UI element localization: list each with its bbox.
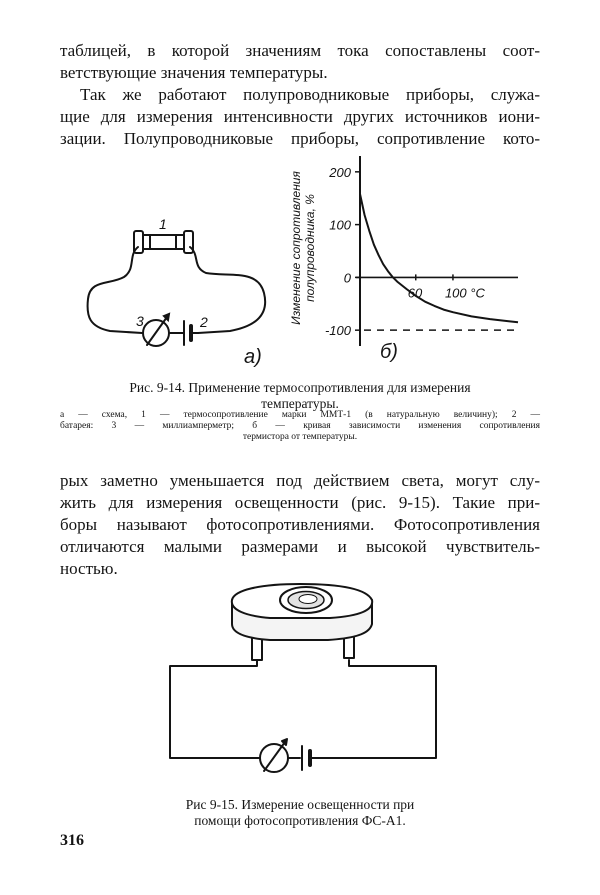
x-tick-label: 100 °С [444, 285, 485, 301]
circuit-wire-left [170, 660, 260, 758]
caption-line: температуры. [261, 396, 339, 411]
figure-9-15-caption [60, 797, 540, 829]
text-line: рых заметно уменьшается под действием света, могут слу- [60, 471, 540, 490]
y-axis-label: полупроводника, % [303, 194, 317, 302]
y-tick-label: 200 [329, 164, 351, 180]
battery-symbol [184, 321, 198, 345]
text-line: ветствующие значения температуры. [60, 63, 328, 82]
resistance-curve [360, 194, 518, 322]
circuit-wire-left [88, 247, 142, 333]
legend-line: термистора от температуры. [242, 432, 358, 442]
x-tick-label: 60 [407, 285, 423, 301]
text-line: ностью. [60, 559, 118, 578]
figure-9-14-schematic [80, 205, 280, 380]
text-line: зации. Полупроводниковые приборы, сопротивление кото- [60, 129, 540, 148]
y-tick-label: 0 [343, 270, 351, 286]
legend-line: а — схема, 1 — термосопротивление марки ММТ-1 (в натуральную величину); 2 — [60, 410, 540, 420]
text-line: таблицей, в которой значениям тока сопоставлены соот- [60, 41, 540, 60]
figure-9-14-chart [282, 152, 542, 370]
panel-label-b: б) [380, 341, 398, 363]
caption-line: Рис 9-15. Измерение освещенности при [185, 797, 415, 812]
y-axis-label: Изменение сопротивления [289, 171, 303, 325]
label-meter: 3 [136, 313, 144, 329]
battery-symbol [302, 746, 318, 770]
text-line: отличаются малыми размерами и высокой чувствитель- [60, 537, 540, 556]
paragraph-top [60, 40, 540, 150]
text-line: боры называют фотосопротивлениями. Фотосопротивления [60, 515, 540, 534]
caption-line: помощи фотосопротивления ФС-А1. [194, 813, 406, 828]
text-line: щие для измерения интенсивности других источников иони- [60, 107, 540, 126]
y-tick-label: 100 [329, 217, 351, 233]
legend-line: батарея: 3 — миллиамперметр; б — кривая зависимости изменения сопротивления [60, 421, 540, 431]
paragraph-middle [60, 470, 540, 580]
circuit-wire-right [318, 660, 436, 758]
figure-9-14-caption-legend [60, 410, 540, 443]
label-resistor: 1 [159, 216, 167, 232]
figure-9-14-caption-title [60, 380, 540, 412]
text-line: жить для измерения освещенности (рис. 9-15). Такие при- [60, 493, 540, 512]
caption-line: Рис. 9-14. Применение термосопротивления для измерения [129, 380, 471, 395]
panel-label-a: а) [244, 346, 262, 368]
figure-9-15-photoresistor [160, 578, 450, 788]
y-tick-label: -100 [324, 323, 351, 339]
text-line: Так же работают полупроводниковые приборы, служа- [80, 85, 540, 104]
label-battery: 2 [200, 314, 208, 330]
page-number: 316 [60, 832, 84, 849]
